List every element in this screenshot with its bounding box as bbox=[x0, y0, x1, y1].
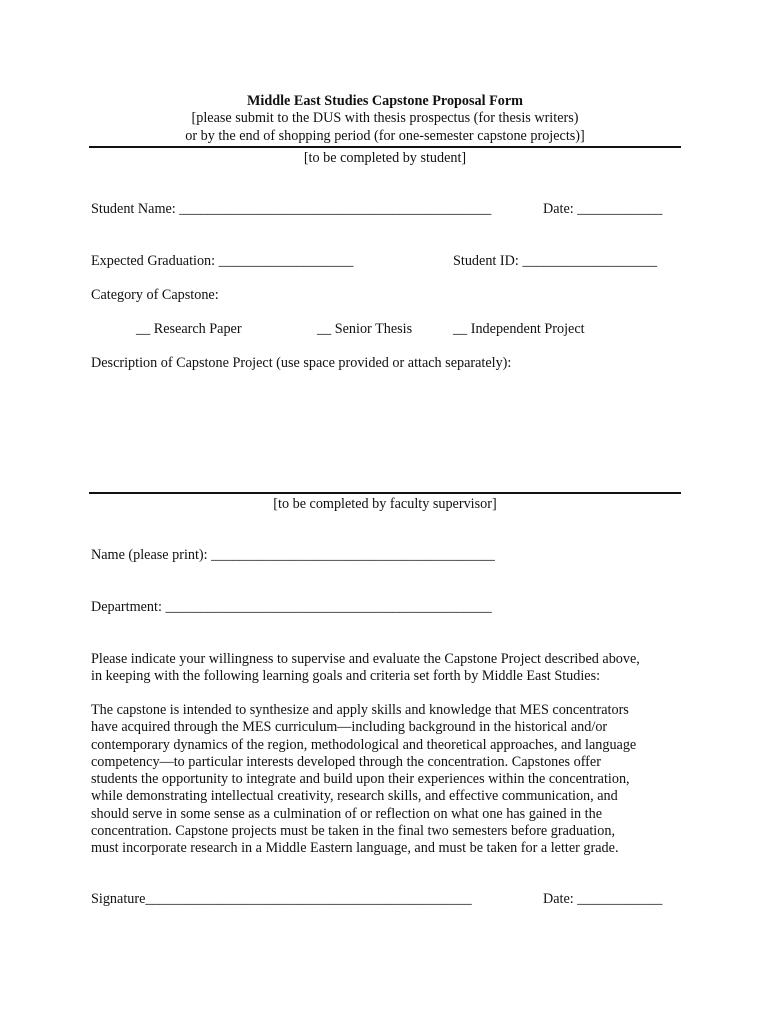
description-label: Description of Capstone Project (use space provided or attach separately): bbox=[91, 355, 512, 371]
signature-date-field[interactable]: Date: ____________ bbox=[543, 891, 663, 907]
form-subtitle-line1: [please submit to the DUS with thesis prospectus (for thesis writers) bbox=[191, 110, 579, 126]
faculty-section-note: [to be completed by faculty supervisor] bbox=[273, 496, 497, 512]
form-subtitle-line2: or by the end of shopping period (for one-semester capstone projects)] bbox=[185, 128, 585, 144]
supervision-instruction: Please indicate your willingness to supervise and evaluate the Capstone Project described above, in keeping with the following learning goals and criteria set forth by Middle East Studies: bbox=[91, 651, 640, 685]
option-senior-thesis[interactable]: __ Senior Thesis bbox=[317, 321, 413, 337]
section-divider-top bbox=[89, 146, 681, 148]
form-title: Middle East Studies Capstone Proposal Form bbox=[246, 93, 524, 109]
expected-graduation-field[interactable]: Expected Graduation: ___________________ bbox=[91, 253, 354, 269]
category-label: Category of Capstone: bbox=[91, 287, 219, 303]
department-field[interactable]: Department: ______________________________________________ bbox=[91, 599, 492, 615]
signature-field[interactable]: Signature______________________________________________ bbox=[91, 891, 472, 907]
faculty-name-field[interactable]: Name (please print): ________________________________________ bbox=[91, 547, 495, 563]
option-research-paper[interactable]: __ Research Paper bbox=[136, 321, 242, 337]
option-independent-project[interactable]: __ Independent Project bbox=[453, 321, 585, 337]
student-name-field[interactable]: Student Name: ____________________________________________ bbox=[91, 201, 492, 217]
capstone-goals-paragraph: The capstone is intended to synthesize and apply skills and knowledge that MES concentrators have acquired through the MES curriculum—including background in the historical and/or contemporary dynamics of the region, methodological and theoretical approaches, and language competency—to particular interests developed through the concentration. Capstones offer students the opportunity to integrate and build upon their experiences within the concentration, while demonstrating intellectual creativity, research skills, and effective communication, and should serve in some sense as a culmination of or reflection on what one has gained in the concentration. Capstone projects must be taken in the final two semesters before graduation, must incorporate research in a Middle Eastern language, and must be taken for a letter grade. bbox=[91, 702, 637, 857]
section-divider-faculty bbox=[89, 492, 681, 494]
student-date-field[interactable]: Date: ____________ bbox=[543, 201, 663, 217]
student-section-note: [to be completed by student] bbox=[303, 150, 467, 166]
student-id-field[interactable]: Student ID: ___________________ bbox=[453, 253, 658, 269]
